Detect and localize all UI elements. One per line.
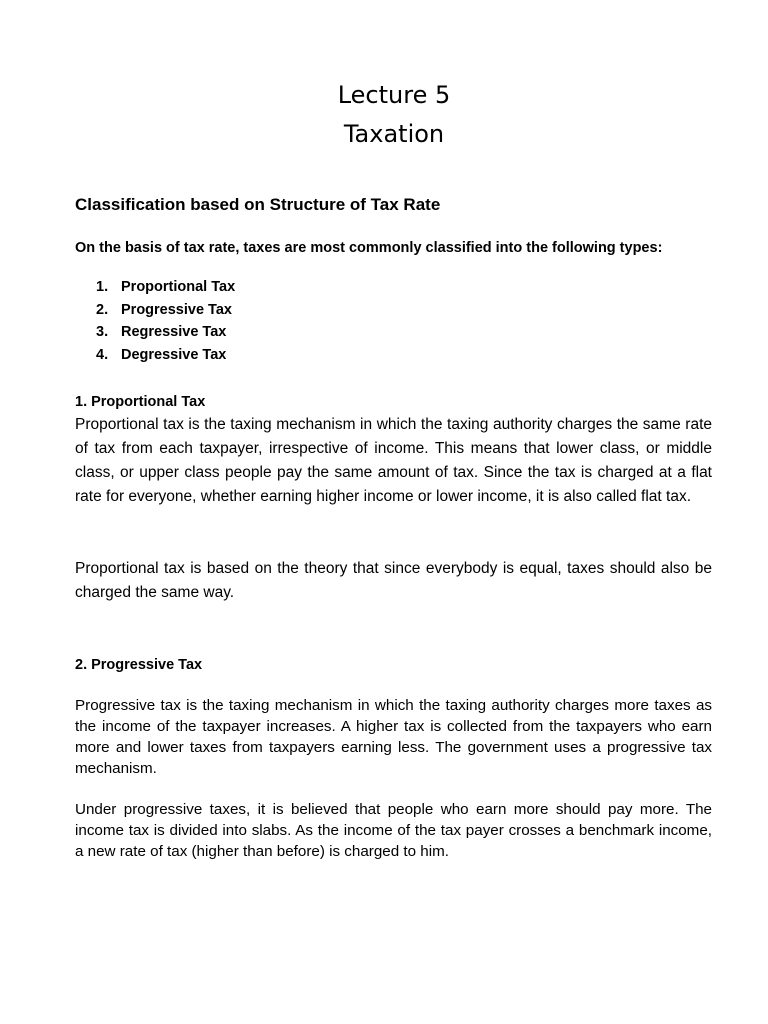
list-label: Regressive Tax [121,324,227,340]
progressive-tax-heading: 2. Progressive Tax [75,657,203,673]
section-heading: Classification based on Structure of Tax Rate [75,195,441,214]
intro-text: On the basis of tax rate, taxes are most commonly classified into the following types: [75,240,663,256]
list-item [96,321,235,344]
list-number: 2. [96,301,109,318]
list-number: 1. [96,279,109,295]
lecture-title: Lecture 5 [337,81,451,109]
progressive-tax-paragraph-2: Under progressive taxes, it is believed that people who earn more should pay more. The income tax is divided into slabs. As the income of the tax payer crosses a benchmark income, a new rate of tax (higher than before) is charged to him. [75,801,712,860]
list-number: 3. [96,324,109,340]
list-label: Proportional Tax [121,279,236,295]
list-item [96,276,235,299]
list-item [96,344,235,367]
proportional-tax-paragraph-2: Proportional tax is based on the theory that since everybody is equal, taxes should also be charged the same way. [75,560,712,601]
tax-types-list [96,276,235,366]
list-label: Progressive Tax [121,301,232,318]
list-number: 4. [96,346,109,363]
progressive-tax-paragraph-1: Progressive tax is the taxing mechanism in which the taxing authority charges more taxes as the income of the taxpayer increases. A higher tax is collected from the taxpayers who earn more and lower taxes from taxpayers earning less. The government uses a progressive tax mechanism. [75,697,712,777]
list-label: Degressive Tax [121,346,227,363]
lecture-subtitle: Taxation [343,120,445,148]
list-item [96,299,235,322]
proportional-tax-paragraph-1: Proportional tax is the taxing mechanism in which the taxing authority charges the same rate of tax from each taxpayer, irrespective of income. This means that lower class, or middle class, or upper class people pay the same amount of tax. Since the tax is charged at a flat rate for everyone, whether earning higher income or lower income, it is also called flat tax. [75,416,712,505]
proportional-tax-heading: 1. Proportional Tax [75,394,206,410]
